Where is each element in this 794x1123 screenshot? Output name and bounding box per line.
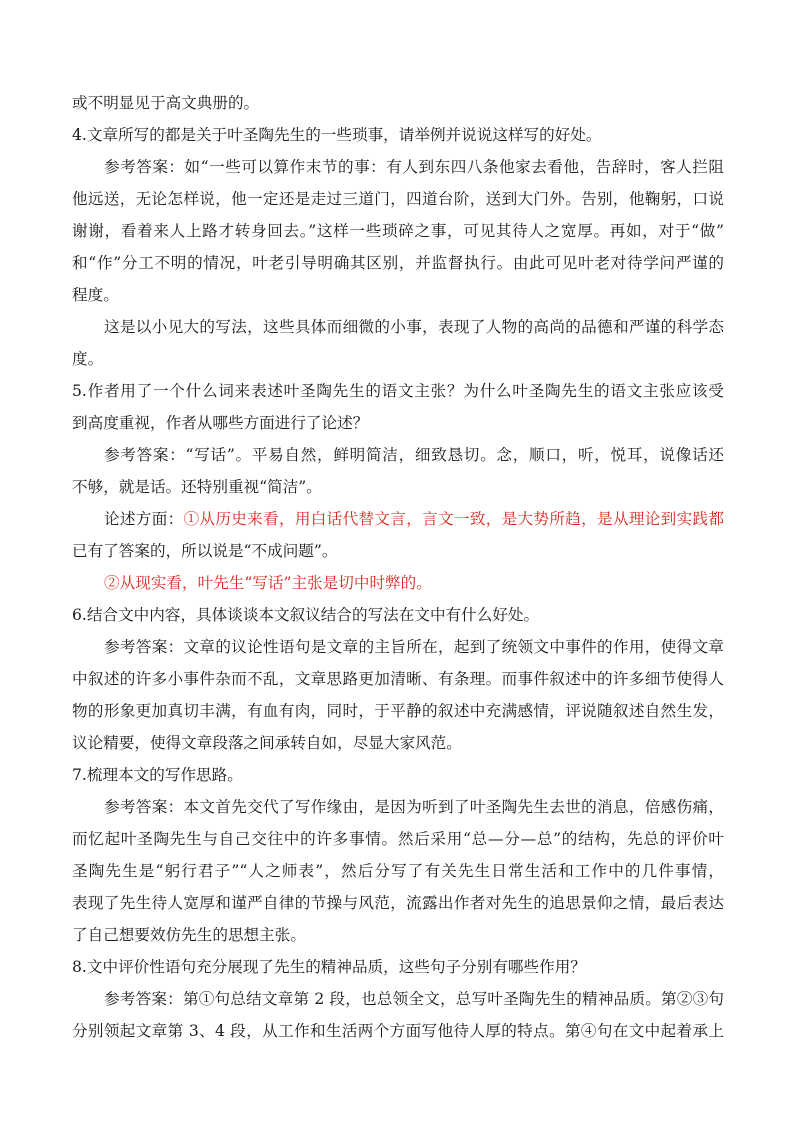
highlighted-text: ①从历史来看，用白话代替文言，言文一致，是大势所趋，是从理论到实践都 [183, 510, 724, 528]
answer-line: 参考答案：“写话”。平易自然，鲜明简洁，细致恳切。念，顺口，听，悦耳，说像话还 [104, 446, 724, 464]
answer-line: 分别领起文章第 3、4 段，从工作和生活两个方面写他待人厚的特点。第④句在文中起着承上 [72, 1022, 724, 1040]
answer-line: 谢谢，看着来人上路才转身回去。”这样一些琐碎之事，可见其待人之宽厚。再如，对于“做” [72, 222, 724, 240]
question-5-cont: 到高度重视，作者从哪些方面进行了论述？ [72, 414, 369, 432]
answer-line: 这是以小见大的写法，这些具体而细微的小事，表现了人物的高尚的品德和严谨的科学态 [104, 318, 724, 336]
answer-line: 已有了答案的，所以说是“不成问题”。 [72, 542, 338, 560]
answer-line: 参考答案：如“一些可以算作末节的事：有人到东四八条他家去看他，告辞时，客人拦阻 [104, 158, 724, 176]
question-5: 5.作者用了一个什么词来表述叶圣陶先生的语文主张？为什么叶圣陶先生的语文主张应该受 [72, 382, 724, 400]
answer-line: 中叙述的许多小事件杂而不乱，文章思路更加清晰、有条理。而事件叙述中的许多细节使得人 [72, 670, 724, 688]
answer-line: 不够，就是话。还特别重视“简洁”。 [72, 478, 322, 496]
highlighted-line: ②从现实看，叶先生“写话”主张是切中时弊的。 [104, 574, 432, 592]
answer-line: 表现了先生待人宽厚和谨严自律的节操与风范，流露出作者对先生的追思景仰之情，最后表达 [72, 894, 724, 912]
answer-line: 度。 [72, 350, 104, 368]
answer-line: 了自己想要效仿先生的思想主张。 [72, 926, 306, 944]
answer-line: 程度。 [72, 286, 119, 304]
answer-line: 而忆起叶圣陶先生与自己交往中的许多事情。然后采用“总—分—总”的结构，先总的评价叶 [72, 830, 724, 848]
question-8: 8.文中评价性语句充分展现了先生的精神品质，这些句子分别有哪些作用？ [72, 958, 586, 976]
answer-line: 他远送，无论怎样说，他一定还是走过三道门，四道台阶，送到大门外。告别，他鞠躬，口说 [72, 190, 724, 208]
question-7: 7.梳理本文的写作思路。 [72, 766, 243, 784]
answer-prefix: 论述方面： [104, 510, 184, 528]
question-4: 4.文章所写的都是关于叶圣陶先生的一些琐事，请举例并说说这样写的好处。 [72, 126, 602, 144]
answer-line: 参考答案：文章的议论性语句是文章的主旨所在，起到了统领文中事件的作用，使得文章 [104, 638, 724, 656]
question-6: 6.结合文中内容，具体谈谈本文叙议结合的写法在文中有什么好处。 [72, 606, 540, 624]
answer-line-mixed [104, 503, 724, 535]
answer-line: 和“作”分工不明的情况，叶老引导明确其区别，并监督执行。由此可见叶老对待学问严谨的 [72, 254, 724, 272]
text-line: 或不明显见于高文典册的。 [72, 94, 260, 112]
answer-line: 圣陶先生是“躬行君子”“人之师表”，然后分写了有关先生日常生活和工作中的几件事情， [72, 862, 724, 880]
answer-line: 参考答案：第①句总结文章第 2 段，也总领全文，总写叶圣陶先生的精神品质。第②③句 [104, 990, 724, 1008]
answer-line: 参考答案：本文首先交代了写作缘由，是因为听到了叶圣陶先生去世的消息，倍感伤痛， [104, 798, 724, 816]
answer-line: 议论精要，使得文章段落之间承转自如，尽显大家风范。 [72, 734, 462, 752]
answer-line: 物的形象更加真切丰满，有血有肉，同时，于平静的叙述中充满感情，评说随叙述自然生发， [72, 702, 724, 720]
